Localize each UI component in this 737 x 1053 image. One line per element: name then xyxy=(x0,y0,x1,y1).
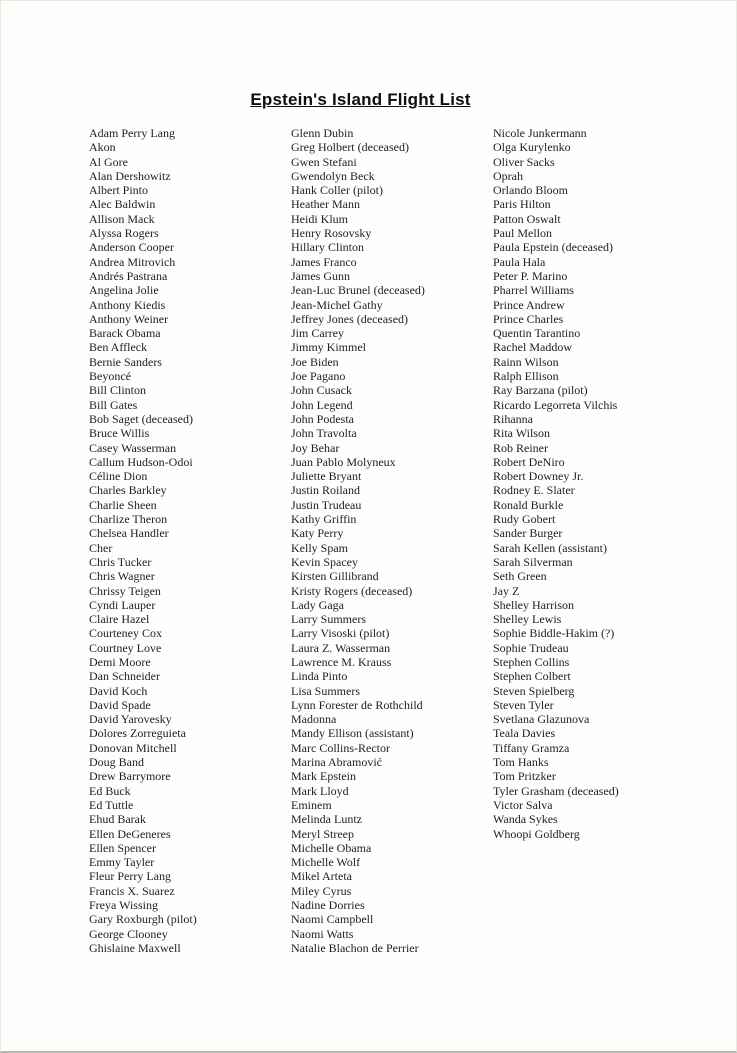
list-item: Tyler Grasham (deceased) xyxy=(493,783,619,798)
list-item: Jean-Luc Brunel (deceased) xyxy=(291,283,425,298)
list-item: Ellen DeGeneres xyxy=(89,826,171,841)
list-item: Bruce Willis xyxy=(89,426,150,441)
list-item: Eminem xyxy=(291,797,332,812)
list-item: Andrés Pastrana xyxy=(89,268,168,283)
list-item: Bill Gates xyxy=(89,397,138,412)
list-item: Bob Saget (deceased) xyxy=(89,411,193,426)
list-item: Justin Roiland xyxy=(291,483,361,498)
list-item: David Spade xyxy=(89,697,151,712)
list-item: Mark Epstein xyxy=(291,769,356,784)
list-item: Anthony Weiner xyxy=(89,311,169,326)
list-item: Fleur Perry Lang xyxy=(89,869,171,884)
list-item: Glenn Dubin xyxy=(291,126,354,140)
list-item: Prince Charles xyxy=(493,311,564,326)
list-item: Kevin Spacey xyxy=(291,554,358,569)
list-item: Nadine Dorries xyxy=(291,898,365,913)
list-item: Charlize Theron xyxy=(89,512,168,527)
list-item: Heather Mann xyxy=(291,197,360,212)
list-item: Pharrel Williams xyxy=(493,283,574,298)
list-item: Teala Davies xyxy=(493,726,556,741)
list-item: Chris Tucker xyxy=(89,554,152,569)
list-item: Orlando Bloom xyxy=(493,183,568,198)
list-item: John Podesta xyxy=(291,411,354,426)
list-item: Andrea Mitrovich xyxy=(89,254,176,269)
list-item: Linda Pinto xyxy=(291,669,348,684)
list-item: Whoopi Goldberg xyxy=(493,826,580,841)
list-item: David Yarovesky xyxy=(89,712,172,727)
list-item: Rodney E. Slater xyxy=(493,483,575,498)
list-item: Ray Barzana (pilot) xyxy=(493,383,588,398)
list-item: Henry Rosovsky xyxy=(291,226,372,241)
list-item: Beyoncé xyxy=(89,369,131,384)
list-item: Demi Moore xyxy=(89,654,151,669)
list-item: Rainn Wilson xyxy=(493,354,559,369)
list-item: Rihanna xyxy=(493,411,533,426)
list-item: Michelle Obama xyxy=(291,840,372,855)
list-item: Hillary Clinton xyxy=(291,240,364,255)
list-item: Lisa Summers xyxy=(291,683,360,698)
list-item: Cyndi Lauper xyxy=(89,597,156,612)
list-item: Bernie Sanders xyxy=(89,354,162,369)
list-item: John Travolta xyxy=(291,426,357,441)
list-item: Steven Spielberg xyxy=(493,683,575,698)
list-item: John Legend xyxy=(291,397,353,412)
list-item: Justin Trudeau xyxy=(291,497,362,512)
list-item: Charlie Sheen xyxy=(89,497,157,512)
list-item: Barack Obama xyxy=(89,326,161,341)
list-item: Anderson Cooper xyxy=(89,240,174,255)
list-item: Katy Perry xyxy=(291,526,344,541)
list-item: Callum Hudson-Odoi xyxy=(89,454,193,469)
list-item: Lawrence M. Krauss xyxy=(291,654,392,669)
list-item: Al Gore xyxy=(89,154,128,169)
list-item: Bill Clinton xyxy=(89,383,147,398)
list-item: Natalie Blachon de Perrier xyxy=(291,940,419,955)
list-item: Rudy Gobert xyxy=(493,512,556,527)
list-item: Ronald Burkle xyxy=(493,497,564,512)
list-item: Shelley Harrison xyxy=(493,597,574,612)
list-item: Cher xyxy=(89,540,113,555)
list-item: Gwen Stefani xyxy=(291,154,357,169)
page-title: Epstein's Island Flight List xyxy=(250,90,471,109)
list-item: Larry Summers xyxy=(291,612,366,627)
list-item: Joy Behar xyxy=(291,440,340,455)
list-item: Chris Wagner xyxy=(89,569,155,584)
list-item: Quentin Tarantino xyxy=(493,326,581,341)
list-item: John Cusack xyxy=(291,383,352,398)
list-item: Donovan Mitchell xyxy=(89,740,177,755)
list-item: Patton Oswalt xyxy=(493,211,561,226)
list-item: Kelly Spam xyxy=(291,540,348,555)
flight-list xyxy=(89,126,695,955)
list-item: Joe Biden xyxy=(291,354,339,369)
list-item: Alyssa Rogers xyxy=(89,226,159,241)
list-item: Miley Cyrus xyxy=(291,883,352,898)
list-item: Rob Reiner xyxy=(493,440,548,455)
list-item: Olga Kurylenko xyxy=(493,140,571,155)
list-item: Sophie Biddle-Hakim (?) xyxy=(493,626,615,641)
list-item: Dolores Zorreguieta xyxy=(89,726,186,741)
list-item: James Franco xyxy=(291,254,357,269)
list-item: Melinda Luntz xyxy=(291,812,362,827)
list-item: Casey Wasserman xyxy=(89,440,177,455)
list-item: Anthony Kiedis xyxy=(89,297,166,312)
list-item: Robert DeNiro xyxy=(493,454,565,469)
list-item: Naomi Campbell xyxy=(291,912,374,927)
list-item: Francis X. Suarez xyxy=(89,883,175,898)
list-item: Stephen Collins xyxy=(493,654,570,669)
list-item: Mandy Ellison (assistant) xyxy=(291,726,414,741)
list-item: Ben Affleck xyxy=(89,340,148,355)
list-item: Paul Mellon xyxy=(493,226,552,241)
list-item: Sophie Trudeau xyxy=(493,640,569,655)
list-item: Marina Abramović xyxy=(291,755,382,770)
list-item: Hank Coller (pilot) xyxy=(291,183,383,198)
list-item: Larry Visoski (pilot) xyxy=(291,626,390,641)
list-item: Sarah Kellen (assistant) xyxy=(493,540,607,555)
list-item: Michelle Wolf xyxy=(291,855,361,870)
list-item: Kirsten Gillibrand xyxy=(291,569,379,584)
list-item: Mikel Arteta xyxy=(291,869,352,884)
list-item: Angelina Jolie xyxy=(89,283,159,298)
list-item: Chrissy Teigen xyxy=(89,583,161,598)
list-item: Ehud Barak xyxy=(89,812,146,827)
list-item: Marc Collins-Rector xyxy=(291,740,390,755)
list-item: Laura Z. Wasserman xyxy=(291,640,391,655)
list-item: Peter P. Marino xyxy=(493,268,568,283)
list-item: Paris Hilton xyxy=(493,197,551,212)
list-item: Charles Barkley xyxy=(89,483,167,498)
list-item: Tom Pritzker xyxy=(493,769,556,784)
list-item: Shelley Lewis xyxy=(493,612,562,627)
list-item: Emmy Tayler xyxy=(89,855,155,870)
list-item: Jean-Michel Gathy xyxy=(291,297,383,312)
list-item: Sarah Silverman xyxy=(493,554,573,569)
list-item: Madonna xyxy=(291,712,337,727)
list-item: Rita Wilson xyxy=(493,426,550,441)
list-item: Ed Buck xyxy=(89,783,131,798)
list-item: Sander Burger xyxy=(493,526,563,541)
list-item: Greg Holbert (deceased) xyxy=(291,140,409,155)
list-item: Ralph Ellison xyxy=(493,369,559,384)
list-item: Oprah xyxy=(493,168,523,183)
list-item: Claire Hazel xyxy=(89,612,150,627)
list-item: Lynn Forester de Rothchild xyxy=(291,697,423,712)
list-item: Ricardo Legorreta Vilchis xyxy=(493,397,618,412)
list-item: Naomi Watts xyxy=(291,926,354,941)
list-item: Lady Gaga xyxy=(291,597,344,612)
list-item: Ed Tuttle xyxy=(89,797,134,812)
list-item: Gary Roxburgh (pilot) xyxy=(89,912,197,927)
list-item: James Gunn xyxy=(291,268,350,283)
list-item: Victor Salva xyxy=(493,797,553,812)
list-item: Seth Green xyxy=(493,569,547,584)
list-item: Gwendolyn Beck xyxy=(291,168,375,183)
list-item: Akon xyxy=(89,140,116,155)
list-item: Meryl Streep xyxy=(291,826,354,841)
list-item: Albert Pinto xyxy=(89,183,148,198)
list-item: Paula Epstein (deceased) xyxy=(493,240,613,255)
flight-list-column-1 xyxy=(89,126,291,955)
list-item: Ellen Spencer xyxy=(89,840,156,855)
list-item: Jim Carrey xyxy=(291,326,344,341)
list-item: Juliette Bryant xyxy=(291,469,362,484)
list-item: Prince Andrew xyxy=(493,297,565,312)
list-item: Dan Schneider xyxy=(89,669,160,684)
list-item: Courtney Love xyxy=(89,640,162,655)
list-item: Courteney Cox xyxy=(89,626,162,641)
list-item: Steven Tyler xyxy=(493,697,554,712)
list-item: Kathy Griffin xyxy=(291,512,357,527)
list-item: Freya Wissing xyxy=(89,898,158,913)
list-item: Jimmy Kimmel xyxy=(291,340,366,355)
list-item: Stephen Colbert xyxy=(493,669,571,684)
list-item: Jay Z xyxy=(493,583,520,598)
list-item: Adam Perry Lang xyxy=(89,126,175,140)
list-item: Kristy Rogers (deceased) xyxy=(291,583,413,598)
list-item: Doug Band xyxy=(89,755,144,770)
list-item: Svetlana Glazunova xyxy=(493,712,590,727)
list-item: Mark Lloyd xyxy=(291,783,349,798)
list-item: Tom Hanks xyxy=(493,755,549,770)
list-item: Jeffrey Jones (deceased) xyxy=(291,311,409,326)
list-item: Alan Dershowitz xyxy=(89,168,171,183)
flight-list-column-2 xyxy=(291,126,493,955)
list-item: Paula Hala xyxy=(493,254,546,269)
list-item: Drew Barrymore xyxy=(89,769,171,784)
flight-list-column-3 xyxy=(493,126,695,841)
list-item: Oliver Sacks xyxy=(493,154,555,169)
list-item: Juan Pablo Molyneux xyxy=(291,454,396,469)
list-item: Chelsea Handler xyxy=(89,526,169,541)
list-item: Robert Downey Jr. xyxy=(493,469,584,484)
list-item: Tiffany Gramza xyxy=(493,740,570,755)
list-item: Ghislaine Maxwell xyxy=(89,940,181,955)
list-item: Heidi Klum xyxy=(291,211,348,226)
list-item: Alec Baldwin xyxy=(89,197,156,212)
list-item: David Koch xyxy=(89,683,148,698)
list-item: Céline Dion xyxy=(89,469,148,484)
list-item: Rachel Maddow xyxy=(493,340,572,355)
list-item: Allison Mack xyxy=(89,211,155,226)
list-item: Nicole Junkermann xyxy=(493,126,587,140)
list-item: George Clooney xyxy=(89,926,168,941)
list-item: Wanda Sykes xyxy=(493,812,558,827)
list-item: Joe Pagano xyxy=(291,369,346,384)
